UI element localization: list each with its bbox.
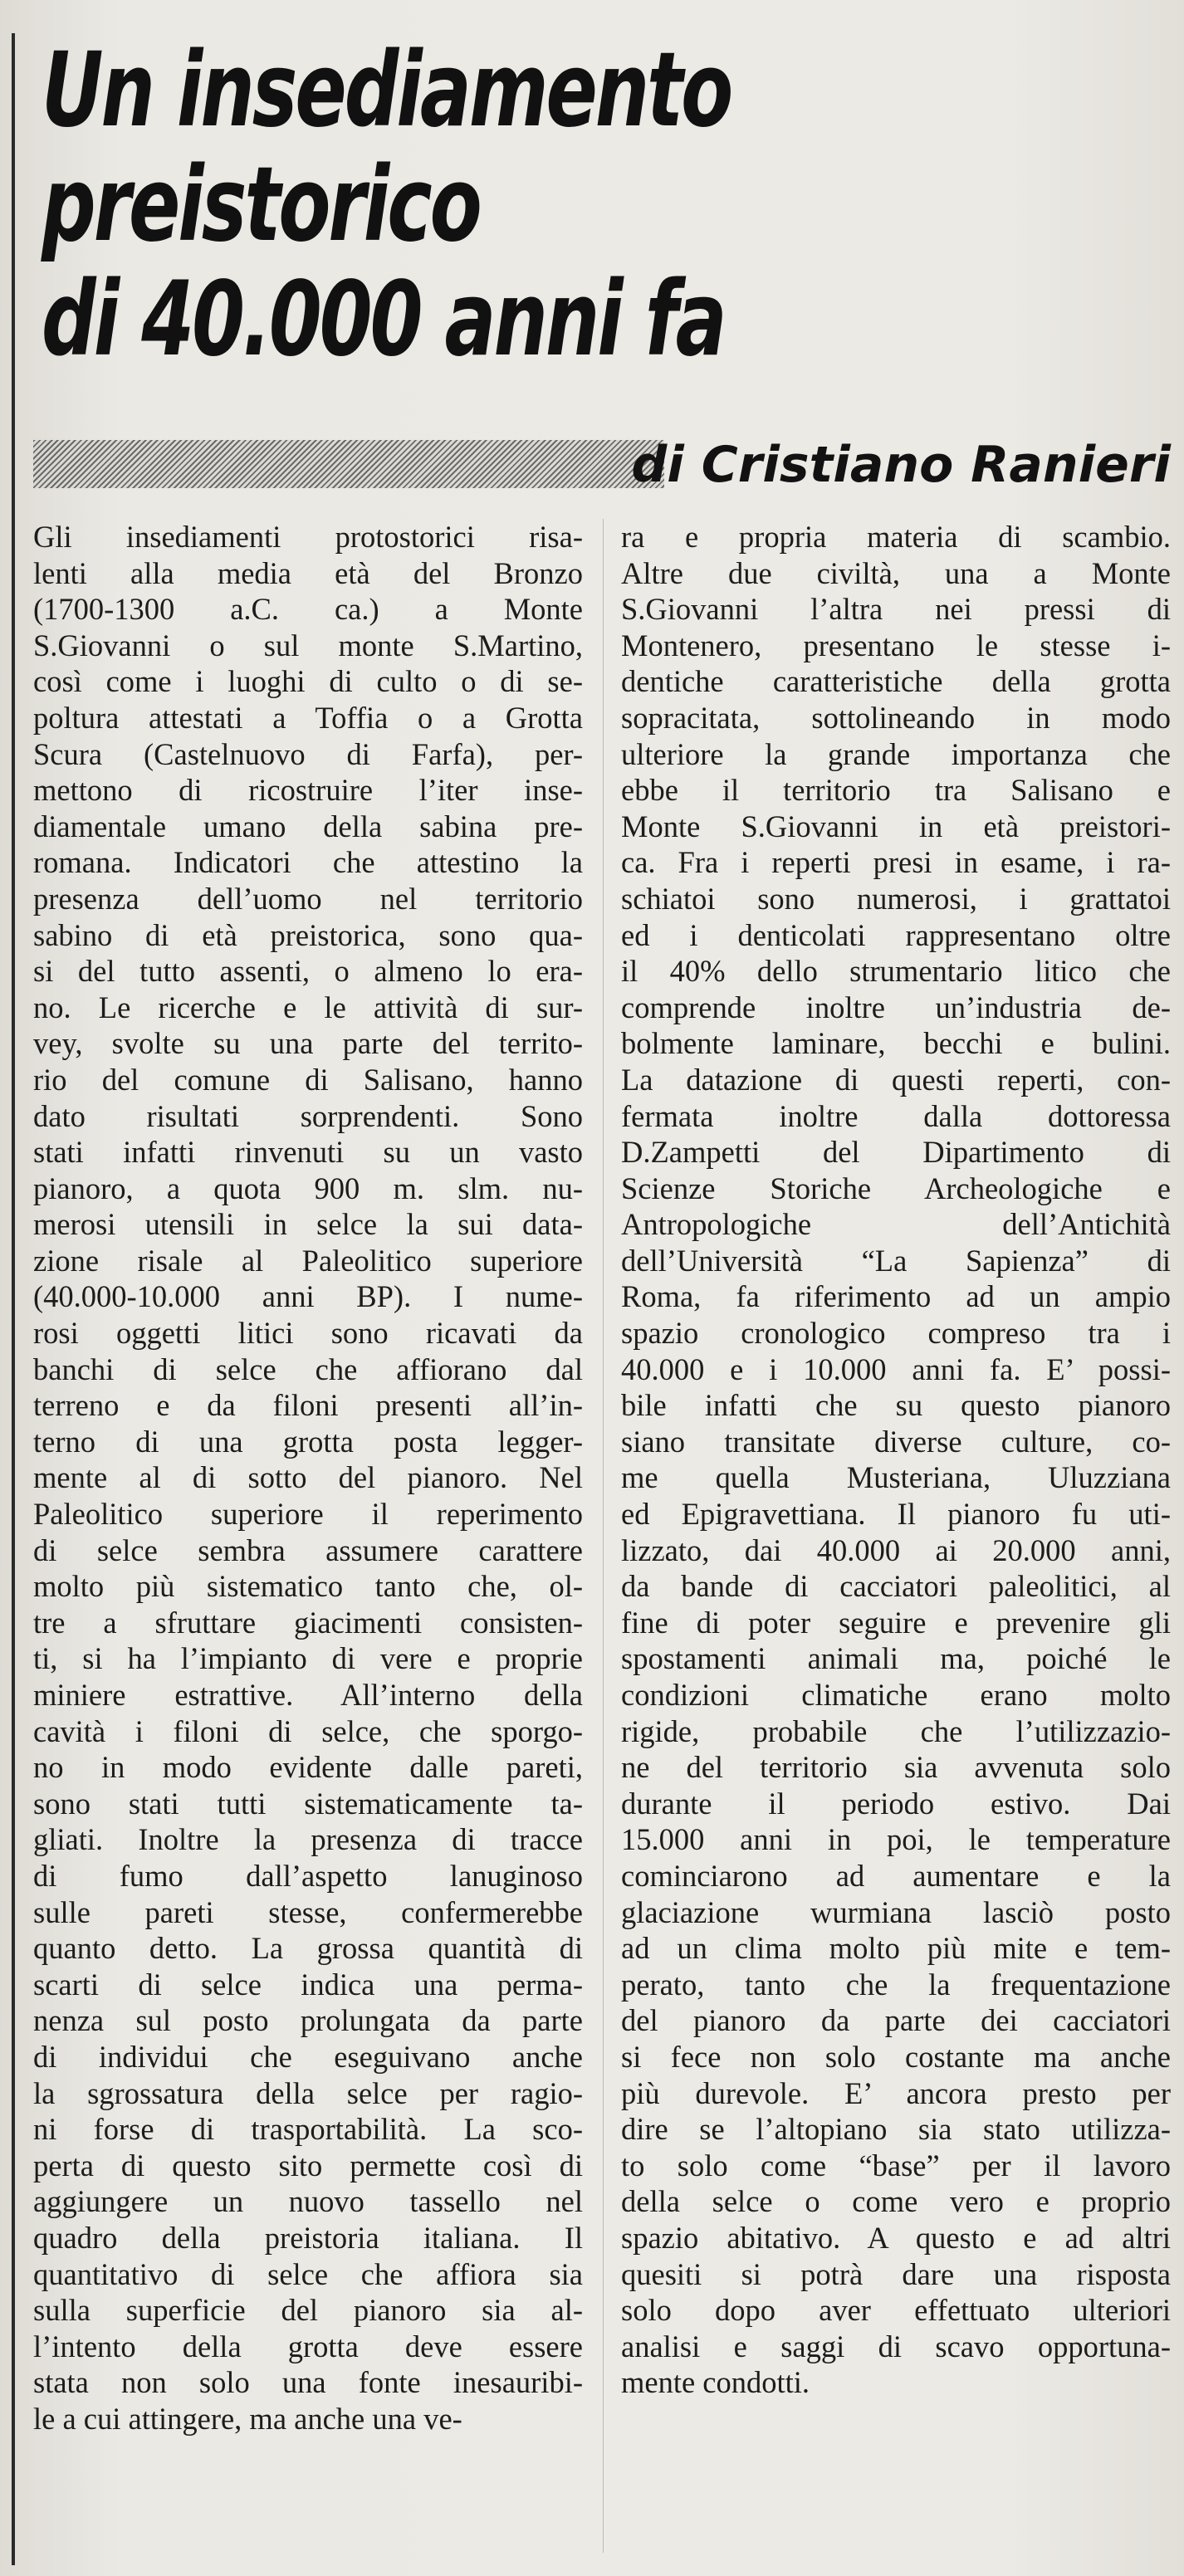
text-line: ti, si ha l’impianto di vere e proprie <box>33 1641 583 1676</box>
text-line: vey, svolte su una parte del territo- <box>33 1026 583 1061</box>
text-line: del pianoro da parte dei cacciatori <box>621 2003 1171 2038</box>
text-line: Montenero, presentano le stesse i- <box>621 628 1171 662</box>
text-line: cominciarono ad aumentare e la <box>621 1858 1171 1893</box>
text-line: D.Zampetti del Dipartimento di <box>621 1135 1171 1170</box>
text-line: banchi di selce che affiorano dal <box>33 1352 583 1386</box>
text-line: sono stati tutti sistematicamente ta- <box>33 1786 583 1821</box>
text-line: sopracitata, sottolineando in modo <box>621 700 1171 735</box>
text-line: durante il periodo estivo. Dai <box>621 1786 1171 1821</box>
text-line: comprende inoltre un’industria de- <box>621 990 1171 1024</box>
headline-line-1: Un insediamento preistorico <box>42 31 731 265</box>
text-line: di fumo dall’aspetto lanuginoso <box>33 1858 583 1893</box>
text-line: 40.000 e i 10.000 anni fa. E’ possi- <box>621 1352 1171 1386</box>
text-line: Scienze Storiche Archeologiche e <box>621 1171 1171 1205</box>
text-line: merosi utensili in selce la sui data- <box>33 1207 583 1242</box>
text-line: quadro della preistoria italiana. Il <box>33 2220 583 2255</box>
byline-row <box>33 432 1171 498</box>
text-line: rio del comune di Salisano, hanno <box>33 1062 583 1097</box>
text-line: così come i luoghi di culto o di se- <box>33 664 583 699</box>
text-line: la sgrossatura della selce per ragio- <box>33 2075 583 2110</box>
text-line: spazio cronologico compreso tra i <box>621 1316 1171 1351</box>
text-line: Gli insediamenti protostorici risa- <box>33 520 583 554</box>
text-line: scarti di selce indica una perma- <box>33 1967 583 2002</box>
text-line: presenza dell’uomo nel territorio <box>33 881 583 916</box>
text-line: romana. Indicatori che attestino la <box>33 845 583 880</box>
text-line: Scura (Castelnuovo di Farfa), per- <box>33 736 583 771</box>
text-line: spostamenti animali ma, poiché le <box>621 1641 1171 1676</box>
text-line: le a cui attingere, ma anche una ve- <box>33 2401 462 2436</box>
text-line: terreno e da filoni presenti all’in- <box>33 1388 583 1423</box>
text-line: Altre due civiltà, una a Monte <box>621 555 1171 590</box>
headline-line-2: di 40.000 anni fa <box>42 260 725 379</box>
text-line: di individui che eseguivano anche <box>33 2039 583 2074</box>
text-line: fermata inoltre dalla dottoressa <box>621 1098 1171 1133</box>
text-line: dell’Università “La Sapienza” di <box>621 1243 1171 1278</box>
author-byline: di Cristiano Ranieri <box>631 436 1171 494</box>
text-line: (40.000-10.000 anni BP). I nume- <box>33 1279 583 1314</box>
text-line: da bande di cacciatori paleolitici, al <box>621 1569 1171 1604</box>
text-line: tre a sfruttare giacimenti consisten- <box>33 1605 583 1640</box>
text-line: S.Giovanni o sul monte S.Martino, <box>33 628 583 662</box>
text-line: quantitativo di selce che affiora sia <box>33 2256 583 2291</box>
text-line: il 40% dello strumentario litico che <box>621 954 1171 989</box>
text-line: analisi e saggi di scavo opportuna- <box>621 2329 1171 2363</box>
column-gutter <box>603 519 604 2553</box>
text-line: ulteriore la grande importanza che <box>621 736 1171 771</box>
text-line: Monte S.Giovanni in età preistori- <box>621 809 1171 843</box>
left-border-rule <box>12 33 15 2565</box>
text-line: ni forse di trasportabilità. La sco- <box>33 2112 583 2147</box>
text-line: ad un clima molto più mite e tem- <box>621 1931 1171 1966</box>
text-line: mettono di ricostruire l’iter inse- <box>33 773 583 808</box>
text-line: dentiche caratteristiche della grotta <box>621 664 1171 699</box>
article-body <box>33 519 1171 2561</box>
text-line: ed i denticolati rappresentano oltre <box>621 917 1171 952</box>
text-line: bile infatti che su questo pianoro <box>621 1388 1171 1423</box>
text-line: mente condotti. <box>621 2365 810 2400</box>
text-line: diamentale umano della sabina pre- <box>33 809 583 843</box>
text-line: gliati. Inoltre la presenza di tracce <box>33 1822 583 1857</box>
text-line: fine di poter seguire e prevenire gli <box>621 1605 1171 1640</box>
text-line: ne del territorio sia avvenuta solo <box>621 1750 1171 1785</box>
text-line: quanto detto. La grossa quantità di <box>33 1931 583 1966</box>
text-line: ca. Fra i reperti presi in esame, i ra- <box>621 845 1171 880</box>
text-line: rigide, probabile che l’utilizzazio- <box>621 1713 1171 1748</box>
text-line: no. Le ricerche e le attività di sur- <box>33 990 583 1024</box>
text-line: Antropologiche dell’Antichità <box>621 1207 1171 1242</box>
text-line: aggiungere un nuovo tassello nel <box>33 2184 583 2219</box>
text-line: no in modo evidente dalle pareti, <box>33 1750 583 1785</box>
text-line: to solo come “base” per il lavoro <box>621 2148 1171 2183</box>
text-line: lizzato, dai 40.000 ai 20.000 anni, <box>621 1532 1171 1567</box>
column-left <box>33 519 583 2437</box>
text-line: più durevole. E’ ancora presto per <box>621 2075 1171 2110</box>
text-line: glaciazione wurmiana lasciò posto <box>621 1894 1171 1929</box>
text-line: stati infatti rinvenuti su un vasto <box>33 1135 583 1170</box>
text-line: lenti alla media età del Bronzo <box>33 555 583 590</box>
text-line: perta di questo sito permette così di <box>33 2148 583 2183</box>
text-line: terno di una grotta posta legger- <box>33 1424 583 1459</box>
text-line: l’intento della grotta deve essere <box>33 2329 583 2363</box>
text-line: ra e propria materia di scambio. <box>621 520 1171 554</box>
text-line: quesiti si potrà dare una risposta <box>621 2256 1171 2291</box>
text-line: me quella Musteriana, Uluzziana <box>621 1460 1171 1495</box>
text-line: nenza sul posto prolungata da parte <box>33 2003 583 2038</box>
text-line: sabino di età preistorica, sono qua- <box>33 917 583 952</box>
text-line: della selce o come vero e proprio <box>621 2184 1171 2219</box>
article-headline <box>42 33 1142 377</box>
text-line: (1700-1300 a.C. ca.) a Monte <box>33 592 583 627</box>
text-line: 15.000 anni in poi, le temperature <box>621 1822 1171 1857</box>
text-line: dire se l’altopiano sia stato utilizza- <box>621 2112 1171 2147</box>
text-line: condizioni climatiche erano molto <box>621 1678 1171 1712</box>
text-line: stata non solo una fonte inesauribi- <box>33 2365 583 2400</box>
text-line: ebbe il territorio tra Salisano e <box>621 773 1171 808</box>
text-line: spazio abitativo. A questo e ad altri <box>621 2220 1171 2255</box>
text-line: solo dopo aver effettuato ulteriori <box>621 2293 1171 2328</box>
text-line: si fece non solo costante ma anche <box>621 2039 1171 2074</box>
text-line: La datazione di questi reperti, con- <box>621 1062 1171 1097</box>
text-line: schiatoi sono numerosi, i grattatoi <box>621 881 1171 916</box>
text-line: sulla superficie del pianoro sia al- <box>33 2293 583 2328</box>
text-line: zione risale al Paleolitico superiore <box>33 1243 583 1278</box>
column-right <box>621 519 1171 2401</box>
text-line: siano transitate diverse culture, co- <box>621 1424 1171 1459</box>
text-line: bolmente laminare, becchi e bulini. <box>621 1026 1171 1061</box>
text-line: mente al di sotto del pianoro. Nel <box>33 1460 583 1495</box>
text-line: pianoro, a quota 900 m. slm. nu- <box>33 1171 583 1205</box>
text-line: si del tutto assenti, o almeno lo era- <box>33 954 583 989</box>
text-line: sulle pareti stesse, confermerebbe <box>33 1894 583 1929</box>
text-line: dato risultati sorprendenti. Sono <box>33 1098 583 1133</box>
text-line: molto più sistematico tanto che, ol- <box>33 1569 583 1604</box>
text-line: poltura attestati a Toffia o a Grotta <box>33 700 583 735</box>
text-line: S.Giovanni l’altra nei pressi di <box>621 592 1171 627</box>
text-line: perato, tanto che la frequentazione <box>621 1967 1171 2002</box>
text-line: Roma, fa riferimento ad un ampio <box>621 1279 1171 1314</box>
text-line: rosi oggetti litici sono ricavati da <box>33 1316 583 1351</box>
text-line: Paleolitico superiore il reperimento <box>33 1497 583 1532</box>
text-line: ed Epigravettiana. Il pianoro fu uti- <box>621 1497 1171 1532</box>
hatched-rule <box>33 440 664 488</box>
text-line: cavità i filoni di selce, che sporgo- <box>33 1713 583 1748</box>
text-line: miniere estrattive. All’interno della <box>33 1678 583 1712</box>
text-line: di selce sembra assumere carattere <box>33 1532 583 1567</box>
